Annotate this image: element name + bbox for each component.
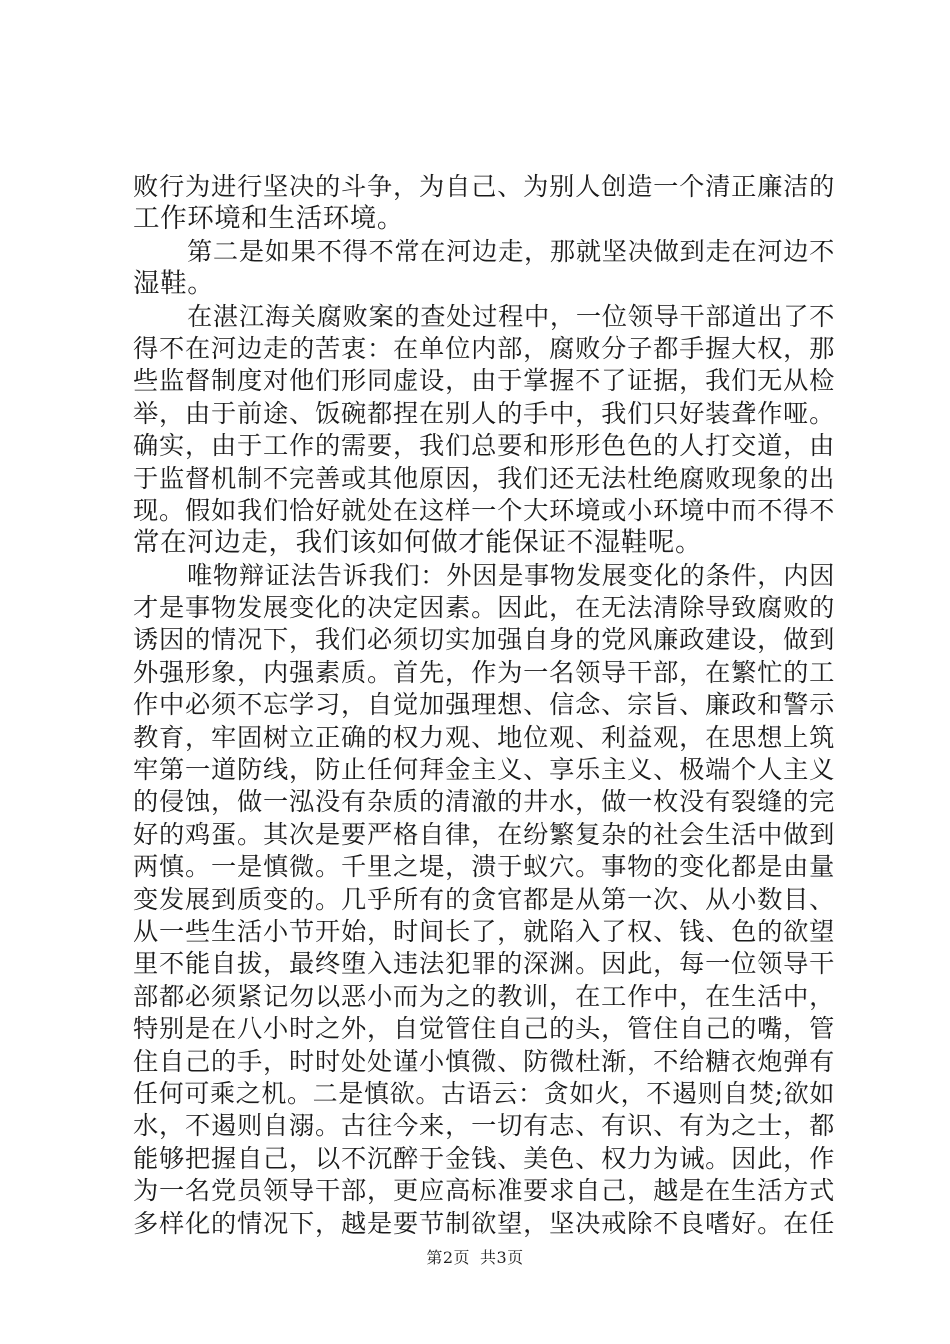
text-line: 里不能自拔，最终堕入违法犯罪的深渊。因此，每一位领导干 — [133, 949, 835, 979]
text-line: 得不在河边走的苦衷：在单位内部，腐败分子都手握大权，那 — [133, 333, 835, 363]
paragraph-start-line: 第二是如果不得不常在河边走，那就坚决做到走在河边不 — [187, 236, 835, 266]
text-line: 任何可乘之机。二是慎欲。古语云：贪如火，不遏则自焚;欲如 — [133, 1078, 835, 1108]
text-line: 部都必须紧记勿以恶小而为之的教训，在工作中，在生活中， — [133, 981, 835, 1011]
page-footer — [0, 1245, 950, 1268]
text-line: 败行为进行坚决的斗争，为自己、为别人创造一个清正廉洁的 — [133, 172, 835, 201]
text-line: 两慎。一是慎微。千里之堤，溃于蚁穴。事物的变化都是由量 — [133, 852, 835, 882]
page-number: 第2页 — [426, 1248, 470, 1267]
text-line: 牢第一道防线，防止任何拜金主义、享乐主义、极端个人主义 — [133, 755, 835, 785]
text-line: 多样化的情况下，越是要节制欲望，坚决戒除不良嗜好。在任 — [133, 1208, 835, 1238]
text-line: 举，由于前途、饭碗都捏在别人的手中，我们只好装聋作哑。 — [133, 398, 835, 428]
text-line: 诱因的情况下，我们必须切实加强自身的党风廉政建设，做到 — [133, 625, 835, 655]
text-line: 水，不遏则自溺。古往今来，一切有志、有识、有为之士，都 — [133, 1111, 835, 1141]
text-line: 能够把握自己，以不沉醉于金钱、美色、权力为诫。因此，作 — [133, 1143, 835, 1173]
text-line: 常在河边走，我们该如何做才能保证不湿鞋呢。 — [133, 527, 703, 559]
text-line: 作中必须不忘学习，自觉加强理想、信念、宗旨、廉政和警示 — [133, 690, 835, 720]
page-total: 共3页 — [480, 1248, 524, 1267]
text-line: 外强形象，内强素质。首先，作为一名领导干部，在繁忙的工 — [133, 657, 835, 687]
text-line: 住自己的手，时时处处谨小慎微、防微杜渐，不给糖衣炮弹有 — [133, 1046, 835, 1076]
text-line: 教育，牢固树立正确的权力观、地位观、利益观，在思想上筑 — [133, 722, 835, 752]
paragraph-start-line: 在湛江海关腐败案的查处过程中，一位领导干部道出了不 — [187, 301, 835, 331]
document-body — [133, 171, 835, 1240]
text-line: 变发展到质变的。几乎所有的贪官都是从第一次、从小数目、 — [133, 884, 835, 914]
text-line: 才是事物发展变化的决定因素。因此，在无法清除导致腐败的 — [133, 593, 835, 623]
text-line: 些监督制度对他们形同虚设，由于掌握不了证据，我们无从检 — [133, 366, 835, 396]
text-line: 工作环境和生活环境。 — [133, 203, 404, 235]
text-line: 从一些生活小节开始，时间长了，就陷入了权、钱、色的欲望 — [133, 916, 835, 946]
text-line: 的侵蚀，做一泓没有杂质的清澈的井水，做一枚没有裂缝的完 — [133, 787, 835, 817]
text-line: 好的鸡蛋。其次是要严格自律，在纷繁复杂的社会生活中做到 — [133, 819, 835, 849]
text-line: 确实，由于工作的需要，我们总要和形形色色的人打交道，由 — [133, 431, 835, 461]
text-line: 于监督机制不完善或其他原因，我们还无法杜绝腐败现象的出 — [133, 463, 835, 493]
text-line: 湿鞋。 — [133, 268, 215, 300]
paragraph-start-line: 唯物辩证法告诉我们：外因是事物发展变化的条件，内因 — [187, 560, 835, 590]
text-line: 特别是在八小时之外，自觉管住自己的头，管住自己的嘴，管 — [133, 1014, 835, 1044]
text-line: 为一名党员领导干部，更应高标准要求自己，越是在生活方式 — [133, 1176, 835, 1206]
text-line: 现。假如我们恰好就处在这样一个大环境或小环境中而不得不 — [133, 495, 835, 525]
